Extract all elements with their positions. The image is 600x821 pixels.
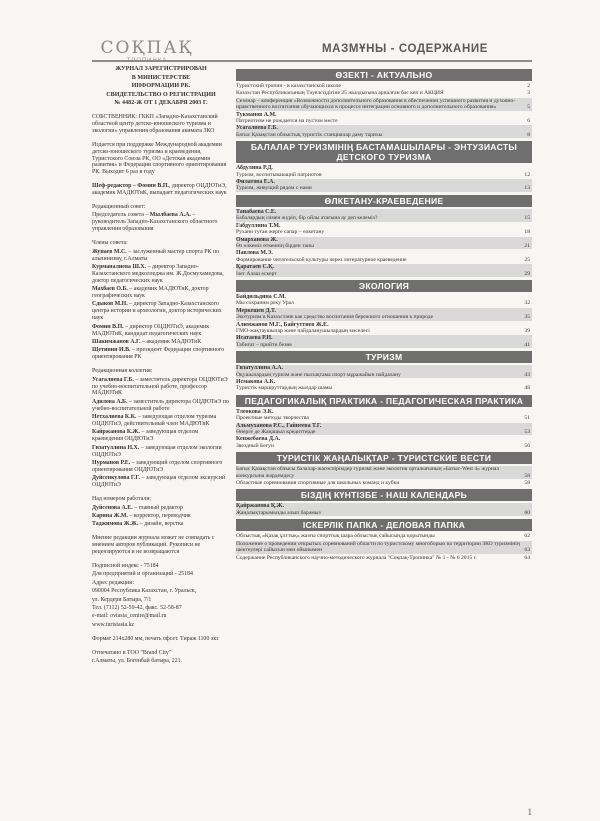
entry-author: Тукманов А.М. xyxy=(236,111,277,118)
imprint-block xyxy=(92,368,230,489)
imprint-line xyxy=(92,521,230,528)
entry-title: Формирование читательской культуры через литературное краеведение xyxy=(236,256,407,263)
entry-page-number: 3 xyxy=(527,90,530,97)
entry-page-number: 32 xyxy=(524,300,530,307)
imprint-line-lead: Формат 214х280 мм, печать офсет. Тираж 1100 экз xyxy=(92,635,219,642)
imprint-line-lead: Карина Ж.М. xyxy=(92,513,128,519)
imprint-line xyxy=(92,347,230,361)
contents-entry[interactable] xyxy=(236,237,532,250)
imprint-block xyxy=(92,66,230,107)
entry-title: Звездный Бегун xyxy=(236,442,274,449)
imprint-line-lead: г.Алматы, ул. Богенбай батыра, 221. xyxy=(92,658,183,665)
entry-page-number: 43 xyxy=(524,371,530,378)
contents-section xyxy=(236,69,532,138)
imprint-line-rest: – заместитель директора ОЦДЮТиЭ по учебно-воспитательной работе xyxy=(92,398,229,412)
section-heading: БАЛАЛАР ТУРИЗМІНІҢ БАСТАМАШЫЛАРЫ - ЭНТУЗИАСТЫ ДЕТСКОГО ТУРИЗМА xyxy=(236,141,532,163)
imprint-line xyxy=(92,414,230,428)
imprint-line-lead: Щетинин И.В. xyxy=(92,347,131,354)
imprint-block xyxy=(92,142,230,177)
entry-title: ГМО-жақтаушылар және пайдаланушылардың мәселесі xyxy=(236,327,370,334)
entry-title: Мы сохраним реку Урал xyxy=(236,300,294,307)
contents-section xyxy=(236,195,532,277)
entry-page-number: 15 xyxy=(524,215,530,222)
section-heading: ПЕДАГОГИКАЛЫҚ ПРАКТИКА - ПЕДАГОГИЧЕСКАЯ ПРАКТИКА xyxy=(236,395,532,407)
imprint-block xyxy=(92,496,230,528)
entry-title: Областные соревнования спортивные для школьных команд и кубки xyxy=(236,480,400,487)
entry-page-number: 8 xyxy=(527,131,530,138)
imprint-line xyxy=(92,445,230,459)
entry-author: Павлова М.Э. xyxy=(236,250,273,257)
contents-section xyxy=(236,489,532,516)
imprint-line-lead: Дуйсенкулова Г.Г. xyxy=(92,475,141,482)
imprint-line-lead: Адилова А.Б. xyxy=(92,398,128,405)
imprint-line-rest: – директор ОЦДЮТиЭ, академик МАДЮТиК, кандидат педагогических наук xyxy=(92,323,210,337)
imprint-line-lead: www.turistasia.kz xyxy=(92,621,135,628)
imprint-line-lead: Шеф-редактор – Фомин В.П. xyxy=(92,183,169,190)
entry-author: Гизатуллина А.А. xyxy=(236,365,283,372)
entry-page-number: 60 xyxy=(524,509,530,516)
imprint-line-rest: – заведующая отделом туризма ОЦДЮТиЭ, действительный член МАДЮТиК xyxy=(92,414,217,428)
contents-section xyxy=(236,452,532,486)
imprint-line-lead: ИНФОРМАЦИИ РК. xyxy=(131,83,191,89)
contents-entry[interactable] xyxy=(236,223,532,236)
imprint-line xyxy=(92,377,230,398)
imprint-line xyxy=(92,114,230,135)
imprint-line-lead: ЖУРНАЛ ЗАРЕГИСТРИРОВАН xyxy=(115,66,207,72)
imprint-line xyxy=(92,571,230,578)
imprint-block xyxy=(92,204,230,233)
imprint-line-rest: – директор Западно-Казахстанского центра истории и археологии, доктор исторических наук xyxy=(92,301,222,322)
contents-entry[interactable] xyxy=(236,165,532,178)
contents-entry[interactable] xyxy=(236,98,532,111)
imprint-line-rest: – заведующая отделом экскурсий ОЦДЮТиЭ xyxy=(92,475,226,489)
entry-page-number: 13 xyxy=(524,185,530,192)
imprint-block xyxy=(92,650,230,665)
imprint-line-lead: ул. Кердери Батыра, 7/1 xyxy=(92,596,152,603)
imprint-line-lead: e-mail: ovtasia_centre@mail.ru xyxy=(92,613,167,620)
header-divider xyxy=(92,60,532,62)
imprint-line-rest: – академик МАДЮТиК, доктор географических наук xyxy=(92,286,209,300)
entry-author: Қаратаев С.Қ. xyxy=(236,264,274,271)
contents-entry[interactable] xyxy=(236,179,532,192)
imprint-line-lead: СВИДЕТЕЛЬСТВО О РЕГИСТРАЦИИ xyxy=(106,91,216,98)
imprint-block xyxy=(92,563,230,629)
imprint-line-rest: – директор Западно-Казахстанского медколледжа им. Ж.Досмухамедова, доктор педагогических наук xyxy=(92,263,224,284)
imprint-block xyxy=(92,240,230,361)
imprint-line-rest: – руководитель Западно-Казахстанского областного управления образования xyxy=(92,212,218,233)
imprint-line-lead: Нурманов Р.Е. xyxy=(92,460,131,467)
imprint-line xyxy=(92,183,230,197)
entry-title: Содержание Республиканского научно-методического журнала "Соқпақ-Тропинка" № 1 - № 6 2015 г. xyxy=(236,554,477,561)
section-heading: ЭКОЛОГИЯ xyxy=(236,280,532,292)
contents-section xyxy=(236,519,532,561)
entry-page-number: 56 xyxy=(524,442,530,449)
imprint-block xyxy=(92,636,230,643)
imprint-line xyxy=(92,513,230,520)
entry-title: Туризм, живущий рядом с нами xyxy=(236,185,312,192)
entry-author: Алимжанов М.Г., Байгуттиев Ж.Е. xyxy=(236,321,329,328)
entry-title: Батыс Қазақстан облыстық туристік станциялар даму тарихы xyxy=(236,131,383,138)
imprint-line-lead: Курманалиева Ш.Х. xyxy=(92,263,147,270)
entry-page-number: 12 xyxy=(524,171,530,178)
imprint-line-lead: Редакционная коллегия: xyxy=(92,368,153,375)
imprint-line-lead: Нетхалиева К.К. xyxy=(92,414,137,421)
imprint-line-lead: Усагалиева Г.Б. xyxy=(92,376,134,383)
entry-page-number: 29 xyxy=(524,270,530,277)
imprint-line-name: Мылбаева А.А. xyxy=(149,212,191,219)
entry-title: Өз өлкеміз өткеннің бірден таны xyxy=(236,242,314,249)
entry-page-number: 18 xyxy=(524,229,530,236)
imprint-line-lead: Жунаев М.С. xyxy=(92,248,127,255)
entry-author: Альмуханова Р.С., Гайнеева Т.Г. xyxy=(236,422,322,429)
entry-page-number: 21 xyxy=(524,242,530,249)
imprint-line-lead: Тел. (7112) 52-59-42, факс. 52-58-87 xyxy=(92,605,182,612)
entry-author: Абдулина Р.Д. xyxy=(236,165,273,172)
contents-entry[interactable] xyxy=(236,322,532,335)
imprint-line xyxy=(92,100,230,107)
imprint-line xyxy=(92,658,230,665)
contents-entry[interactable] xyxy=(236,480,532,486)
imprint-line-lead: Члены совета: xyxy=(92,240,128,247)
entry-page-number: 53 xyxy=(524,429,530,436)
contents-entry[interactable] xyxy=(236,533,532,539)
imprint-line-lead: Подписной индекс - 75184 xyxy=(92,563,159,570)
imprint-line-rest: , директор ОЦДЮТиЭ, академик МАДЮТиК, выпадает педагогических наук xyxy=(92,183,227,197)
entry-title: Казахстан Республикасының Тәуелсіздігіне 25 жылдығына арналған бәс кеп и АКЦИЯ xyxy=(236,90,444,97)
imprint-line xyxy=(92,605,230,612)
imprint-line-lead: Издается при поддержке Международной академии детско-юношеского туризма и краеведения, Туристского Союза РК, ОО «Детская академия развития» и Федерации спортивного ориентирования РК. Выходит 6 раз в году xyxy=(92,141,227,176)
entry-page-number: 35 xyxy=(524,314,530,321)
imprint-line xyxy=(92,460,230,474)
imprint-line xyxy=(92,368,230,375)
entry-page-number: 64 xyxy=(524,554,530,561)
imprint-line-lead: Мнение редакции журнала может не совпадать с мнением авторов публикаций. Рукописи не рецензируются и не возвращаются xyxy=(92,535,215,556)
page-number: 1 xyxy=(527,807,532,817)
imprint-line xyxy=(92,613,230,620)
imprint-line-rest: – заведующий отделом спортивного ориентирования ОЦДЮТиЭ xyxy=(92,460,223,473)
contents-entry[interactable] xyxy=(236,436,532,449)
imprint-line xyxy=(92,301,230,322)
imprint-line-rest: – корректор, переводчик xyxy=(127,513,191,519)
imprint-line xyxy=(92,92,230,99)
contents-entry[interactable] xyxy=(236,112,532,125)
imprint-line-rest: – заслуженный мастер спорта РК по альпинизму, г.Алматы xyxy=(92,248,220,262)
imprint-line xyxy=(92,535,230,556)
imprint-line xyxy=(92,249,230,263)
entry-author: Омарханова Ж. xyxy=(236,236,278,243)
imprint-line xyxy=(92,212,230,233)
entry-author: Тлеокова Э.К. xyxy=(236,408,274,415)
contents-entry[interactable] xyxy=(236,365,532,378)
entry-page-number: 58 xyxy=(524,480,530,487)
imprint-line-lead: Для предприятий и организаций - 25184 xyxy=(92,571,193,578)
entry-title: Ізет Алаш ескерт xyxy=(236,270,277,277)
entry-title: Табиғат – прийти безне xyxy=(236,341,292,348)
contents-entry[interactable] xyxy=(236,541,532,554)
imprint-line xyxy=(92,588,230,595)
imprint-line-lead: Адрес редакции: xyxy=(92,579,135,586)
imprint-line-rest: – главный редактор xyxy=(132,504,183,511)
imprint-line xyxy=(92,597,230,604)
entry-title: Туристский тропин - в казахстанской школе xyxy=(236,83,341,89)
entry-page-number: 63 xyxy=(524,547,530,554)
imprint-line-lead: № 4482-Ж ОТ 1 ДЕКАБРЯ 2003 Г. xyxy=(114,100,208,106)
entry-title: Проектные методы творчества xyxy=(236,415,309,422)
entry-title: Бабалардың ізімен жүріп, бір ойлы атағына ау деп келеміз? xyxy=(236,215,378,222)
entry-title: Экотуризм в Казахстане как средство воспитания бережного отношения к природе xyxy=(236,314,434,321)
contents-entry[interactable] xyxy=(236,466,532,479)
imprint-line xyxy=(92,429,230,443)
contents-entry[interactable] xyxy=(236,294,532,307)
imprint-column xyxy=(92,66,230,672)
imprint-line-lead: Редакционный совет: xyxy=(92,204,146,211)
logo-main-text: СОҚПАҚ xyxy=(100,38,194,58)
imprint-line xyxy=(92,650,230,657)
entry-title: Батыс Қазақстан облысы балалар-жасөспірімдер туризмі және экология орталығының «Батыс-West 4» журнал конкурсына жәрдемдесу xyxy=(236,466,500,479)
imprint-line xyxy=(92,563,230,570)
imprint-line xyxy=(92,475,230,489)
imprint-line xyxy=(92,505,230,512)
contents-entry[interactable] xyxy=(236,83,532,89)
imprint-line xyxy=(92,622,230,629)
contents-entry[interactable] xyxy=(236,409,532,422)
entry-author: Кенжебаева Д.А. xyxy=(236,436,281,443)
contents-section xyxy=(236,351,532,392)
imprint-line-lead: Председатель совета – xyxy=(92,212,150,219)
imprint-line-lead: Сдыков М.Н. xyxy=(92,301,128,308)
contents-section xyxy=(236,141,532,192)
contents-entry[interactable] xyxy=(236,335,532,348)
imprint-line-rest: – заведующая отделом экологии ОЦДЮТиЭ xyxy=(92,444,222,458)
section-heading: ӨЛКЕТАНУ-КРАЕВЕДЕНИЕ xyxy=(236,195,532,207)
section-heading: БІЗДІҢ КҮНТІЗБЕ - НАШ КАЛЕНДАРЬ xyxy=(236,489,532,501)
entry-author: Исмакова А.К. xyxy=(236,379,276,385)
imprint-line xyxy=(92,66,230,73)
entry-title: Өнерге де Жаңашыл кредиттерде xyxy=(236,429,316,436)
imprint-line xyxy=(92,204,230,211)
entry-author: Байдильдина С.М. xyxy=(236,293,286,300)
entry-page-number: 2 xyxy=(527,83,530,89)
imprint-line xyxy=(92,636,230,643)
imprint-line xyxy=(92,324,230,338)
imprint-line-lead: Шакимжанов А.Г. xyxy=(92,338,141,345)
imprint-line-lead: Фомин В.П. xyxy=(92,323,124,330)
imprint-line-lead: СОБСТВЕННИК: ГККП «Западно-Казахстанский областной центр детско-юношеского туризма и экологии» управления образования акимата ЗКО xyxy=(92,114,218,134)
entry-page-number: 25 xyxy=(524,256,530,263)
contents-entry[interactable] xyxy=(236,209,532,222)
section-heading: ІСКЕРЛІК ПАПКА - ДЕЛОВАЯ ПАПКА xyxy=(236,519,532,531)
contents-entry[interactable] xyxy=(236,125,532,138)
imprint-line-lead: В МИНИСТЕРСТВЕ xyxy=(131,74,191,81)
entry-author: Меркешев Д.Т. xyxy=(236,307,276,314)
entry-page-number: 51 xyxy=(524,415,530,422)
contents-column xyxy=(236,69,532,564)
entry-title: Жаңалықтарымызды алып барамыз xyxy=(236,509,321,516)
entry-title: Патриотизм не рождается на пустом месте xyxy=(236,118,338,125)
imprint-line-lead: Дуйсенова А.Е. xyxy=(92,504,133,511)
imprint-line xyxy=(92,496,230,503)
imprint-block xyxy=(92,183,230,197)
imprint-line xyxy=(92,142,230,177)
imprint-line-lead: Над номером работали: xyxy=(92,496,152,503)
imprint-line-rest: – президент Федерации спортивного ориентирования РК xyxy=(92,347,225,361)
entry-page-number: 39 xyxy=(524,327,530,334)
imprint-line-lead: Гизатуллина Н.Х. xyxy=(92,444,140,451)
entry-page-number: 58 xyxy=(524,472,530,479)
imprint-line xyxy=(92,339,230,346)
contents-entry[interactable] xyxy=(236,555,532,561)
imprint-line xyxy=(92,580,230,587)
entry-title: Туристік маршруттардың жылдар шамы xyxy=(236,385,333,392)
imprint-line xyxy=(92,286,230,300)
contents-entry[interactable] xyxy=(236,264,532,277)
entry-page-number: 5 xyxy=(527,104,530,111)
imprint-line xyxy=(92,83,230,90)
entry-title: Туризм, воспитывающий патриотов xyxy=(236,171,322,178)
entry-author: Филатова Е.А. xyxy=(236,179,275,186)
imprint-block xyxy=(92,535,230,556)
imprint-line-lead: Таджимова Ж.Ж. xyxy=(92,521,139,528)
entry-title: Положение о проведении открытых соревнований области по туристскому многоборью на территории ЗКО туризмінің шектеулері сайысын мен ойынымен xyxy=(236,540,520,554)
imprint-line-lead: 090004 Республика Казахстан, г. Уральск, xyxy=(92,588,197,595)
entry-title: Оқушылардың туризм және пысықтама спорт мұражайын пайдалану xyxy=(236,371,401,378)
section-heading: ТУРИСТІК ЖАҢАЛЫҚТАР - ТУРИСТСКИЕ ВЕСТИ xyxy=(236,452,532,464)
imprint-line xyxy=(92,240,230,247)
contents-section xyxy=(236,395,532,449)
contents-section xyxy=(236,280,532,348)
entry-title: Сезонар – конференция «Возможности дополнительного образования в обеспечении успешного развития и духовно-нравственного воспитания обучающихся в процессе интеграции основного и дополнительного образования» xyxy=(236,97,516,111)
imprint-line-rest: – заместитель директора ОЦДЮТиЭ по учебно-воспитательной работе, профессор МАДЮТиК xyxy=(92,376,228,397)
entry-title: Рухани туған жерге сапар – өлкетану xyxy=(236,229,325,236)
entry-page-number: 41 xyxy=(524,341,530,348)
entry-author: Қайржанова Қ.Ж. xyxy=(236,503,284,510)
entry-author: Исатаева Р.Н. xyxy=(236,335,273,342)
section-heading: ӨЗЕКТІ - АКТУАЛЬНО xyxy=(236,69,532,81)
entry-page-number: 6 xyxy=(527,118,530,125)
imprint-line xyxy=(92,264,230,285)
imprint-line-rest: – заведующая отделом краеведения ОЦДЮТиЭ xyxy=(92,429,199,443)
contents-entry[interactable] xyxy=(236,250,532,263)
contents-entry[interactable] xyxy=(236,90,532,96)
entry-page-number: 62 xyxy=(524,533,530,540)
entry-author: Усагалиева Г.Б. xyxy=(236,125,278,132)
contents-entry[interactable] xyxy=(236,423,532,436)
entry-page-number: 48 xyxy=(524,385,530,392)
entry-author: Габдуллина Т.М. xyxy=(236,222,281,229)
section-heading: ТУРИЗМ xyxy=(236,351,532,363)
contents-entry[interactable] xyxy=(236,379,532,392)
entry-author: Танабаева С.Е. xyxy=(236,208,277,215)
entry-title: Облыстық «Қазақ ұлттық» жазғы спорттық шара облыстық сайысында қорытынды xyxy=(236,533,435,540)
imprint-block xyxy=(92,114,230,135)
imprint-line-lead: Отпечатано в ТОО "Brand City" xyxy=(92,649,172,656)
imprint-line-lead: Кайржанова К.Ж. xyxy=(92,429,140,436)
contents-entry[interactable] xyxy=(236,503,532,516)
contents-entry[interactable] xyxy=(236,308,532,321)
imprint-line-rest: – академик МАДЮТиК xyxy=(140,338,202,345)
page-title: МАЗМҰНЫ - СОДЕРЖАНИЕ xyxy=(322,43,488,55)
imprint-line xyxy=(92,75,230,82)
imprint-line-lead: Махбаев О.Б. xyxy=(92,286,128,293)
imprint-line xyxy=(92,399,230,413)
imprint-line-rest: – дизайн, верстка xyxy=(138,521,184,528)
